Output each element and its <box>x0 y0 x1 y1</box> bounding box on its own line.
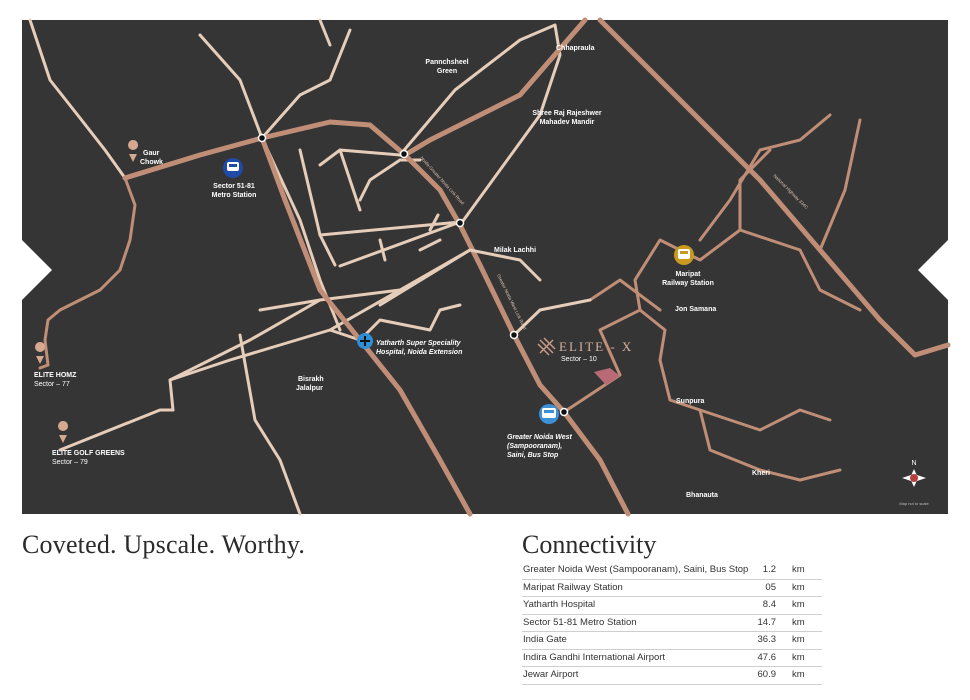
table-row <box>522 650 822 668</box>
svg-text:N: N <box>911 460 917 467</box>
distance-unit: km <box>792 634 805 645</box>
table-row <box>522 597 822 615</box>
label-maripat: Maripat Railway Station <box>662 271 714 287</box>
metro-icon <box>223 158 243 178</box>
distance-value: 8.4 <box>762 599 776 610</box>
distance-unit: km <box>792 599 805 610</box>
label-jon-samana: Jon Samana <box>675 306 717 313</box>
logo-mark-icon <box>538 338 555 355</box>
place-name: Sector 51-81 Metro Station <box>523 616 637 628</box>
distance-value: 05 <box>765 581 776 593</box>
table-row <box>522 615 822 633</box>
label-elite-golf: ELITE GOLF GREENS Sector – 79 <box>52 450 125 466</box>
distance-value: 60.9 <box>757 669 776 680</box>
road-label-link: Noida-Greater Noida Link Road <box>419 155 466 206</box>
label-metro-station: Sector 51-81 Metro Station <box>211 183 257 199</box>
distance-unit: km <box>792 564 805 575</box>
tagline: Coveted. Upscale. Worthy. <box>22 530 306 559</box>
label-bhanauta: Bhanauta <box>686 492 718 499</box>
place-name: Indira Gandhi International Airport <box>523 651 666 663</box>
label-shree-raj: Shree Raj Rajeshwer Mahadev Mandir <box>532 110 602 126</box>
label-bus-stop: Greater Noida West (Sampooranam), Saini, Bus Stop <box>507 434 572 459</box>
scale-note: Map not to scale <box>899 501 929 506</box>
place-name: India Gate <box>523 634 567 645</box>
place-name: Maripat Railway Station <box>523 581 623 593</box>
distance-value: 36.3 <box>757 634 776 645</box>
distance-unit: km <box>792 669 805 680</box>
table-row <box>522 580 822 598</box>
label-yatharth: Yatharth Super Speciality Hospital, Noida Extension <box>376 340 463 356</box>
label-sunpura: Sunpura <box>676 398 705 405</box>
distance-unit: km <box>792 581 805 593</box>
road-label-gnw: Greater Noida West Link Road <box>496 273 528 331</box>
place-name: Yatharth Hospital <box>523 599 596 610</box>
bus-icon <box>539 404 559 424</box>
label-chhapraula: Chhapraula <box>556 45 595 52</box>
label-elite-homz: ELITE HOMZ Sector – 77 <box>34 372 77 388</box>
connectivity-table <box>522 562 822 685</box>
label-milak-lachhi: Milak Lachhi <box>494 247 537 254</box>
train-icon <box>674 245 694 265</box>
table-row <box>522 632 822 650</box>
hospital-icon <box>357 333 373 349</box>
label-kheri: Kheri <box>752 470 770 477</box>
distance-unit: km <box>792 651 805 663</box>
label-bisrakh: Bisrakh Jalalpur <box>296 376 324 392</box>
place-name: Jewar Airport <box>523 669 579 680</box>
brand-sector: Sector – 10 <box>561 356 597 363</box>
distance-value: 47.6 <box>757 651 776 663</box>
road-label-nh: National Highway 334C <box>772 173 810 210</box>
brand-name: ELITE - X <box>559 339 634 354</box>
distance-value: 1.2 <box>762 564 776 575</box>
distance-unit: km <box>792 616 805 628</box>
table-row <box>522 562 822 580</box>
table-row <box>522 667 822 685</box>
distance-value: 14.7 <box>757 616 776 628</box>
label-pannchsheel: Pannchsheel Green <box>425 59 469 75</box>
label-gaur-chowk: Gaur Chowk <box>140 150 163 166</box>
place-name: Greater Noida West (Sampooranam), Saini, Bus Stop <box>523 564 749 575</box>
connectivity-title: Connectivity <box>522 530 657 559</box>
